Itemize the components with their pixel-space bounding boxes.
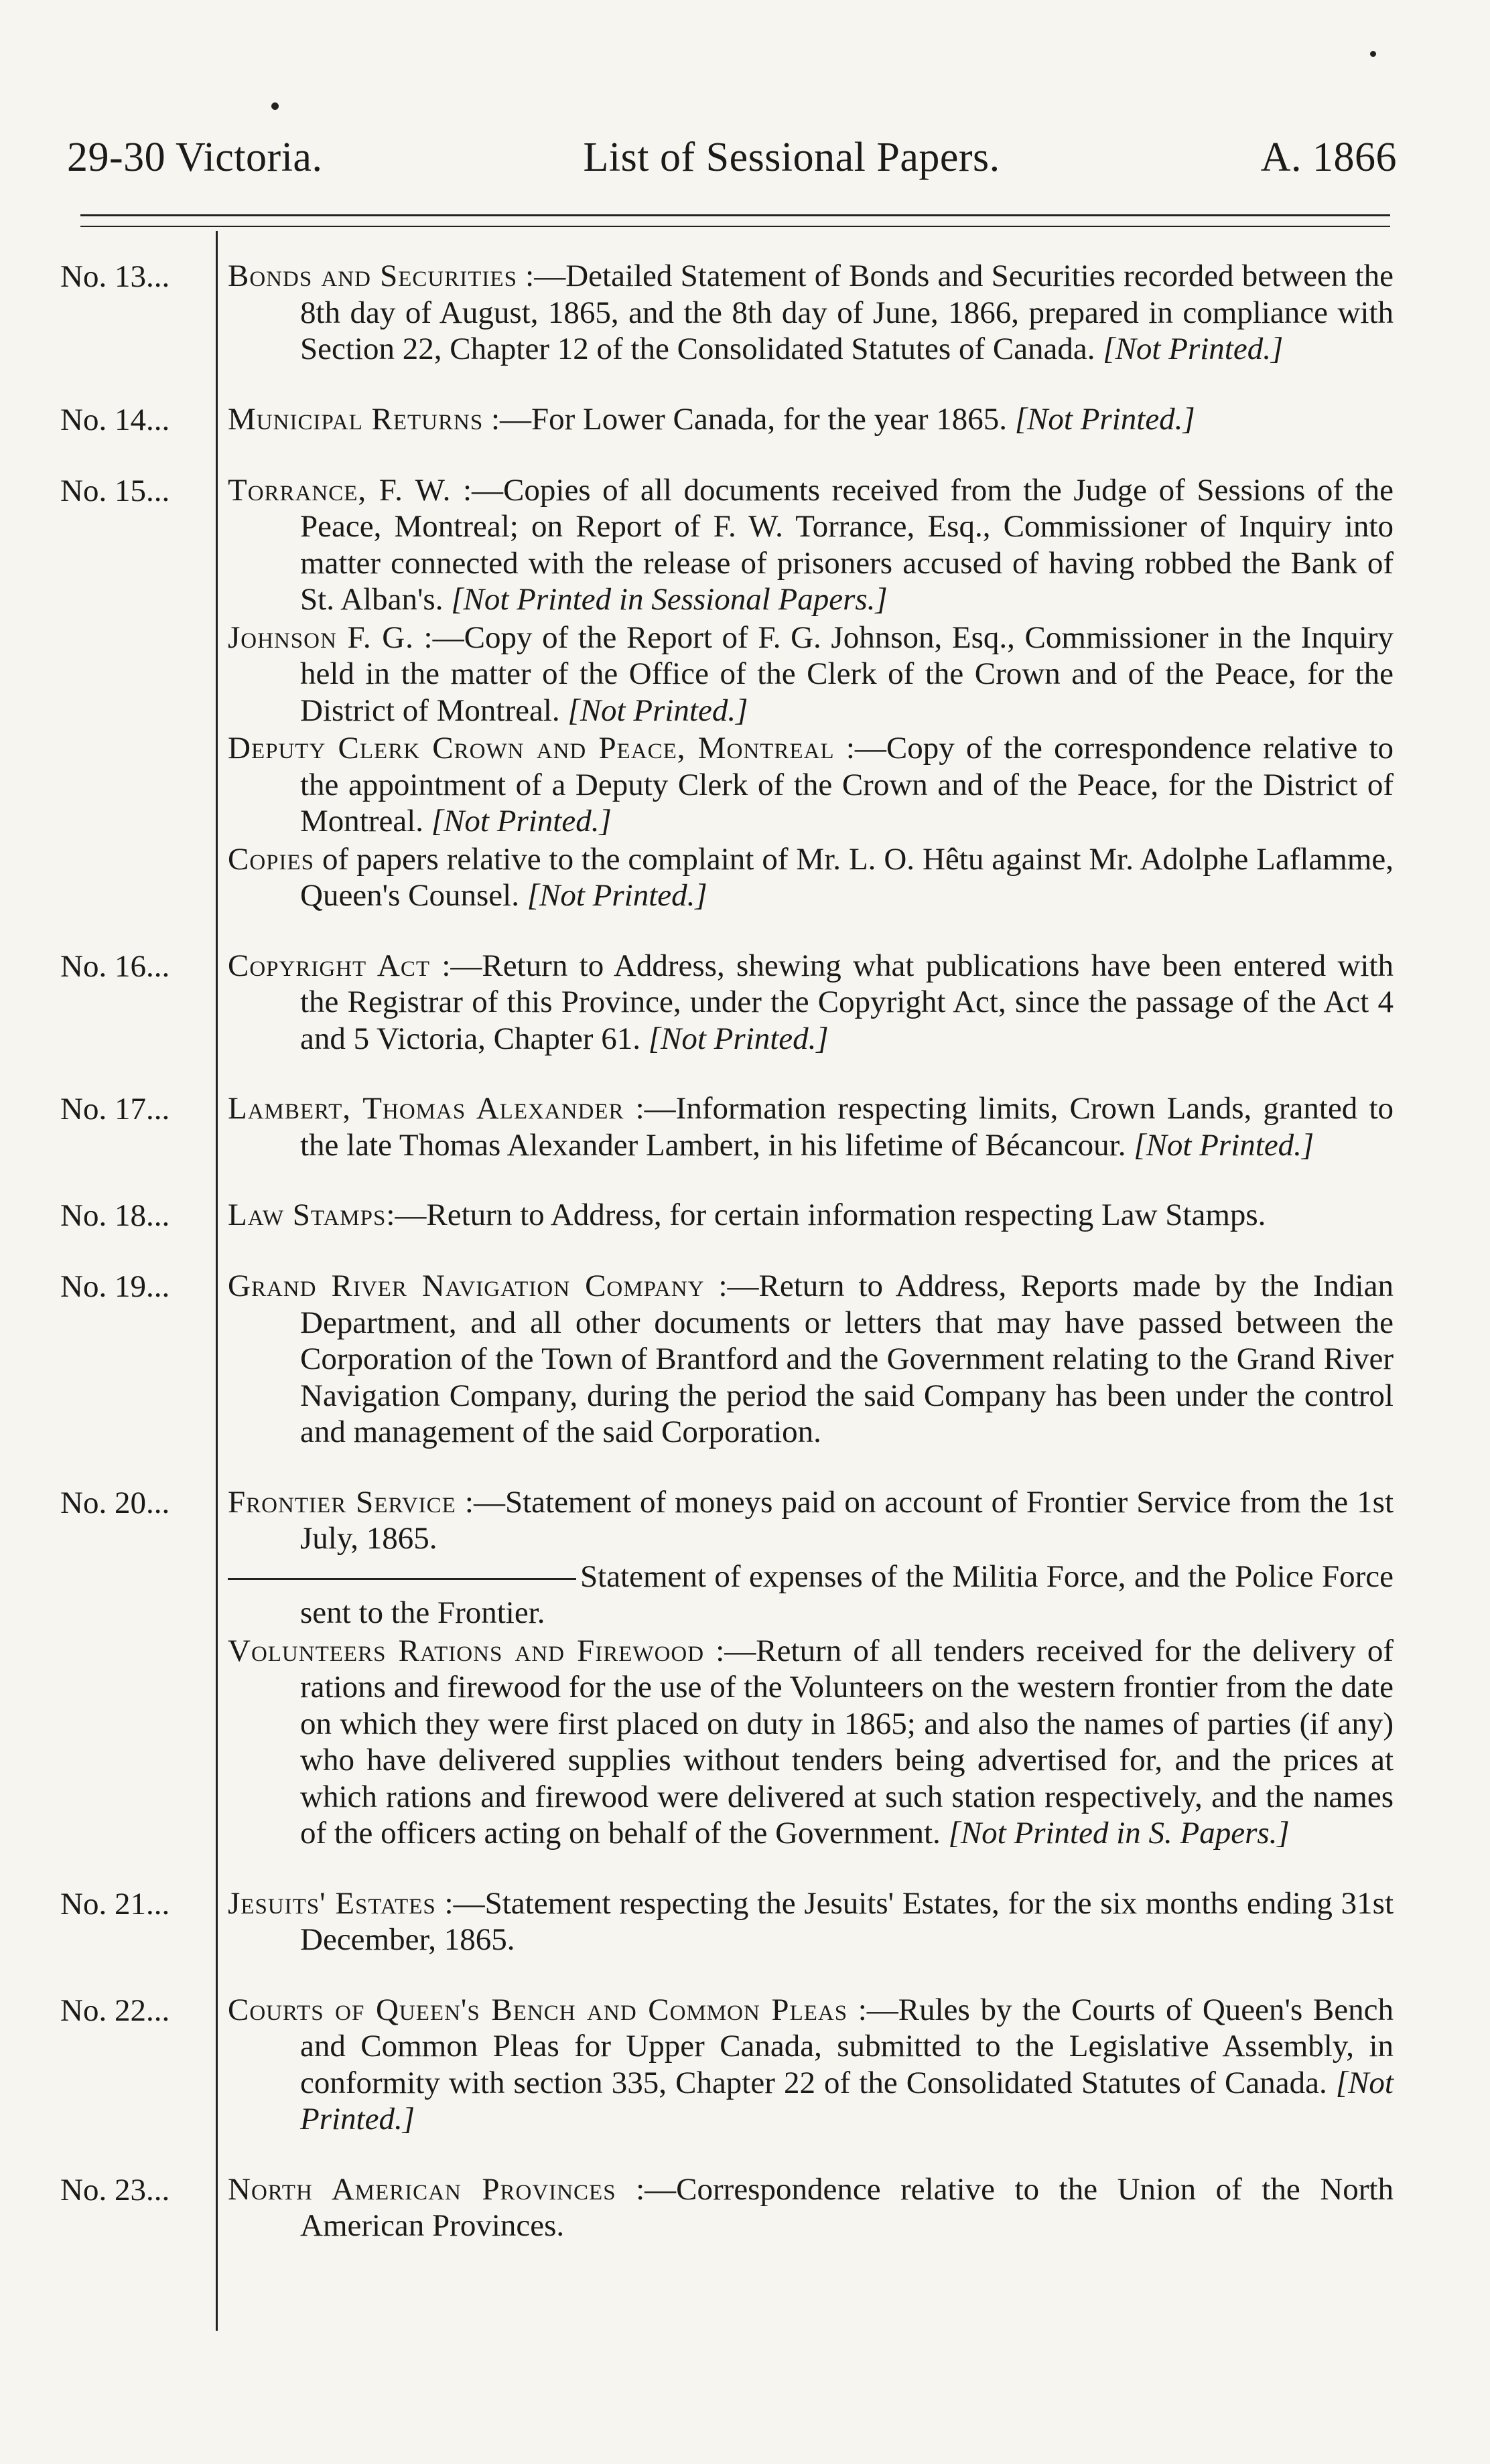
printing-note: [Not Printed in Sessional Papers.]	[451, 582, 888, 617]
description-paragraph	[228, 1559, 1394, 1632]
description-paragraph	[228, 1633, 1394, 1852]
subject-heading: Law Stamps	[228, 1198, 387, 1232]
paper-description	[222, 1268, 1394, 1451]
subject-text: :—Detailed Statement of Bonds and Securities recorded between the 8th day of August, 1865, and the 8th day of June, 1866, prepared in compliance with Section 22, Chapter 12 of the Consolidated Statutes of Canada.	[300, 259, 1394, 366]
description-paragraph	[228, 620, 1394, 729]
list-item	[60, 1992, 1394, 2138]
ink-speck	[1370, 51, 1376, 57]
paper-description	[222, 2171, 1394, 2244]
subject-heading: Deputy Clerk Crown and Peace, Montreal	[228, 731, 835, 766]
subject-text: :—Copy of the Report of F. G. Johnson, Esq., Commissioner in the Inquiry held in the matter of the Office of the Clerk of the Crown and of the Peace, for the District of Montreal.	[300, 620, 1394, 728]
description-paragraph	[228, 472, 1394, 618]
paper-number: No. 21...	[60, 1886, 170, 1922]
subject-text: :—Return to Address, for certain information respecting Law Stamps.	[386, 1198, 1266, 1232]
list-item	[60, 1090, 1394, 1163]
subject-text: :—For Lower Canada, for the year 1865.	[483, 401, 1015, 437]
paper-description	[222, 472, 1394, 914]
paper-number: No. 18...	[60, 1198, 170, 1233]
header-year: A. 1866	[1260, 135, 1397, 180]
ink-speck	[271, 102, 279, 110]
list-item	[60, 1268, 1394, 1451]
paper-description	[222, 1197, 1394, 1234]
subject-text: :—Return of all tenders received for the delivery of rations and firewood for the use of the Volunteers on the western frontier from the date on which they were first placed on duty in 1865; and also the names of parties (if any) who have delivered supplies without tenders being advertised for, and the prices at which rations and firewood were delivered at such station respectively, and the names of the officers acting on behalf of the Government.	[300, 1633, 1394, 1851]
subject-text: :—Rules by the Courts of Queen's Bench and Common Pleas for Upper Canada, submitted to the Legislative Assembly, in conformity with section 335, Chapter 22 of the Consolidated Statutes of Canada.	[300, 1992, 1394, 2100]
printing-note: [Not Printed.]	[648, 1021, 829, 1056]
description-paragraph	[228, 948, 1394, 1058]
subject-text: :—Return to Address, Reports made by the Indian Department, and all other documents or letters that may have passed between the Corporation of the Town of Brantford and the Government relating to the Grand River Navigation Company, during the period the said Company has been under the control and management of the said Corporation.	[300, 1269, 1394, 1449]
subject-text: :—Information respecting limits, Crown Lands, granted to the late Thomas Alexander Lambert, in his lifetime of Bécancour.	[300, 1091, 1394, 1163]
subject-text: :—Return to Address, shewing what publications have been entered with the Registrar of this Province, under the Copyright Act, since the passage of the Act 4 and 5 Victoria, Chapter 61.	[300, 948, 1394, 1056]
paper-description	[222, 258, 1394, 368]
paper-description	[222, 1484, 1394, 1852]
printing-note: [Not Printed.]	[431, 804, 612, 839]
list-item	[60, 1885, 1394, 1958]
subject-heading: Grand River Navigation Company	[228, 1269, 705, 1303]
subject-text: Statement of expenses of the Militia Force, and the Police Force sent to the Frontier.	[300, 1559, 1394, 1630]
ditto-rule	[228, 1578, 576, 1580]
list-item	[60, 472, 1394, 914]
subject-text: :—Statement respecting the Jesuits' Estates, for the six months ending 31st December, 1865.	[300, 1885, 1394, 1957]
subject-text: :—Copies of all documents received from the Judge of Sessions of the Peace, Montreal; on Report of F. W. Torrance, Esq., Commissioner of Inquiry into matter connected with the release of prisoners accused of having robbed the Bank of St. Alban's.	[300, 472, 1394, 617]
paper-description	[222, 1090, 1394, 1163]
page-header	[67, 134, 1397, 182]
description-paragraph	[228, 1090, 1394, 1163]
header-session: 29-30 Victoria.	[67, 135, 323, 180]
description-paragraph	[228, 1197, 1394, 1234]
description-paragraph	[228, 1484, 1394, 1557]
header-rule	[80, 214, 1390, 216]
description-paragraph	[228, 401, 1394, 438]
subject-heading: Municipal Returns	[228, 401, 484, 437]
paper-number: No. 17...	[60, 1092, 170, 1127]
list-item	[60, 948, 1394, 1058]
subject-text: of papers relative to the complaint of Mr. L. O. Hêtu against Mr. Adolphe Laflamme, Queen's Counsel.	[300, 841, 1394, 913]
paper-number: No. 15...	[60, 473, 170, 508]
paper-description	[222, 401, 1394, 439]
header-rule-secondary	[80, 226, 1390, 227]
subject-heading: Volunteers Rations and Firewood	[228, 1633, 705, 1668]
subject-heading: Lambert, Thomas Alexander	[228, 1091, 624, 1126]
subject-heading: Jesuits' Estates	[228, 1885, 436, 1921]
list-item	[60, 258, 1394, 368]
description-paragraph	[228, 730, 1394, 840]
printing-note: [Not Printed.]	[300, 2065, 1394, 2136]
printing-note: [Not Printed.]	[1134, 1127, 1314, 1163]
description-paragraph	[228, 1885, 1394, 1958]
printing-note: [Not Printed.]	[1103, 332, 1284, 366]
paper-number: No. 23...	[60, 2172, 170, 2207]
printing-note: [Not Printed.]	[1014, 401, 1195, 437]
list-item	[60, 1197, 1394, 1234]
paper-description	[222, 1992, 1394, 2138]
description-paragraph	[228, 1268, 1394, 1451]
printing-note: [Not Printed.]	[527, 878, 707, 913]
paper-number: No. 19...	[60, 1269, 170, 1304]
subject-heading: Copies	[228, 841, 315, 877]
list-item	[60, 2171, 1394, 2244]
header-title: List of Sessional Papers.	[583, 135, 1000, 180]
paper-number: No. 14...	[60, 402, 170, 437]
paper-number: No. 20...	[60, 1485, 170, 1520]
subject-heading: Courts of Queen's Bench and Common Pleas	[228, 1992, 848, 2027]
description-paragraph	[228, 1992, 1394, 2138]
subject-heading: Torrance, F. W.	[228, 472, 452, 508]
subject-heading: Frontier Service	[228, 1484, 456, 1520]
printing-note: [Not Printed.]	[567, 693, 748, 728]
sessional-papers-list	[60, 258, 1394, 2278]
subject-text: :—Copy of the correspondence relative to the appointment of a Deputy Clerk of the Crown and of the Peace, for the District of Montreal.	[300, 731, 1394, 839]
paper-description	[222, 1885, 1394, 1958]
list-item	[60, 401, 1394, 439]
paper-number: No. 22...	[60, 1992, 170, 2028]
subject-heading: Copyright Act	[228, 948, 431, 983]
description-paragraph	[228, 841, 1394, 914]
subject-heading: North American Provinces	[228, 2171, 616, 2207]
subject-heading: Bonds and Securities	[228, 259, 517, 293]
paper-number: No. 13...	[60, 259, 170, 294]
printing-note: [Not Printed in S. Papers.]	[948, 1816, 1290, 1851]
paper-number: No. 16...	[60, 948, 170, 984]
paper-description	[222, 948, 1394, 1058]
subject-heading: Johnson F. G.	[228, 620, 414, 655]
description-paragraph	[228, 258, 1394, 368]
list-item	[60, 1484, 1394, 1852]
description-paragraph	[228, 2171, 1394, 2244]
subject-text: :—Statement of moneys paid on account of Frontier Service from the 1st July, 1865.	[300, 1484, 1394, 1556]
subject-text: :—Correspondence relative to the Union of the North American Provinces.	[300, 2171, 1394, 2243]
